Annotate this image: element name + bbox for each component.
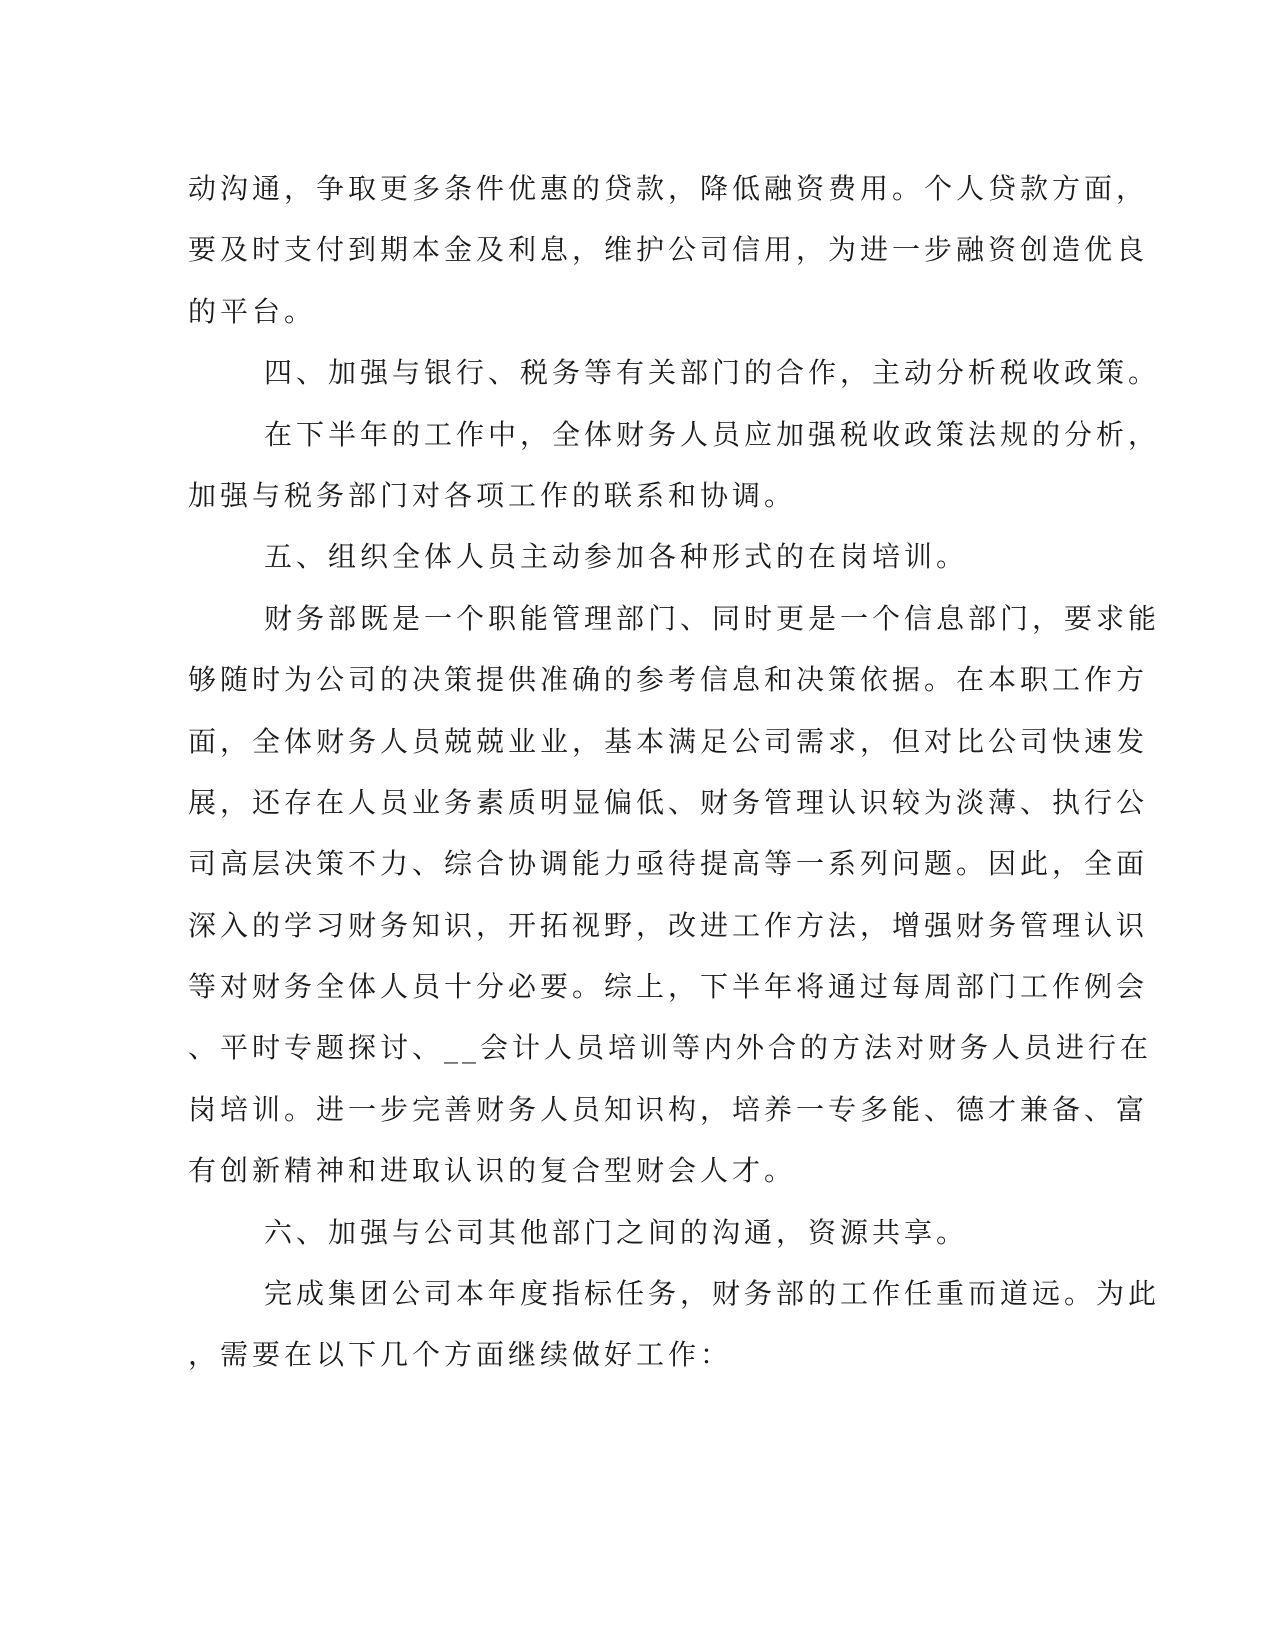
text-line: 等对财务全体人员十分必要。综上，下半年将通过每周部门工作例会 — [188, 970, 1149, 1004]
section-heading-4: 四、加强与银行、税务等有关部门的合作，主动分析税收政策。 — [264, 356, 1161, 390]
text-line: 要及时支付到期本金及利息，维护公司信用，为进一步融资创造优良 — [188, 233, 1149, 267]
text-line: 在下半年的工作中，全体财务人员应加强税收政策法规的分析， — [264, 417, 1161, 451]
text-line: 、平时专题探讨、__会计人员培训等内外合的方法对财务人员进行在 — [188, 1031, 1153, 1065]
text-line: 岗培训。进一步完善财务人员知识构，培养一专多能、德才兼备、富 — [188, 1092, 1149, 1126]
text-line: 面，全体财务人员兢兢业业，基本满足公司需求，但对比公司快速发 — [188, 724, 1149, 758]
text-line: ，需要在以下几个方面继续做好工作： — [188, 1338, 733, 1372]
text-line: 够随时为公司的决策提供准确的参考信息和决策依据。在本职工作方 — [188, 663, 1149, 697]
text-line: 有创新精神和进取认识的复合型财会人才。 — [188, 1154, 797, 1188]
text-line: 动沟通，争取更多条件优惠的贷款，降低融资费用。个人贷款方面， — [188, 172, 1149, 205]
text-line: 完成集团公司本年度指标任务，财务部的工作任重而道远。为此 — [264, 1277, 1161, 1311]
text-line: 加强与税务部门对各项工作的联系和协调。 — [188, 478, 797, 512]
text-line: 司高层决策不力、综合协调能力亟待提高等一系列问题。因此，全面 — [188, 847, 1149, 881]
text-line: 财务部既是一个职能管理部门、同时更是一个信息部门，要求能 — [264, 601, 1161, 635]
section-heading-5: 五、组织全体人员主动参加各种形式的在岗培训。 — [264, 540, 969, 574]
text-line: 的平台。 — [188, 294, 317, 328]
text-line: 深入的学习财务知识，开拓视野，改进工作方法，增强财务管理认识 — [188, 908, 1149, 942]
text-line: 展，还存在人员业务素质明显偏低、财务管理认识较为淡薄、执行公 — [188, 785, 1149, 819]
document-body — [188, 158, 1161, 1386]
section-heading-6: 六、加强与公司其他部门之间的沟通，资源共享。 — [264, 1215, 969, 1249]
